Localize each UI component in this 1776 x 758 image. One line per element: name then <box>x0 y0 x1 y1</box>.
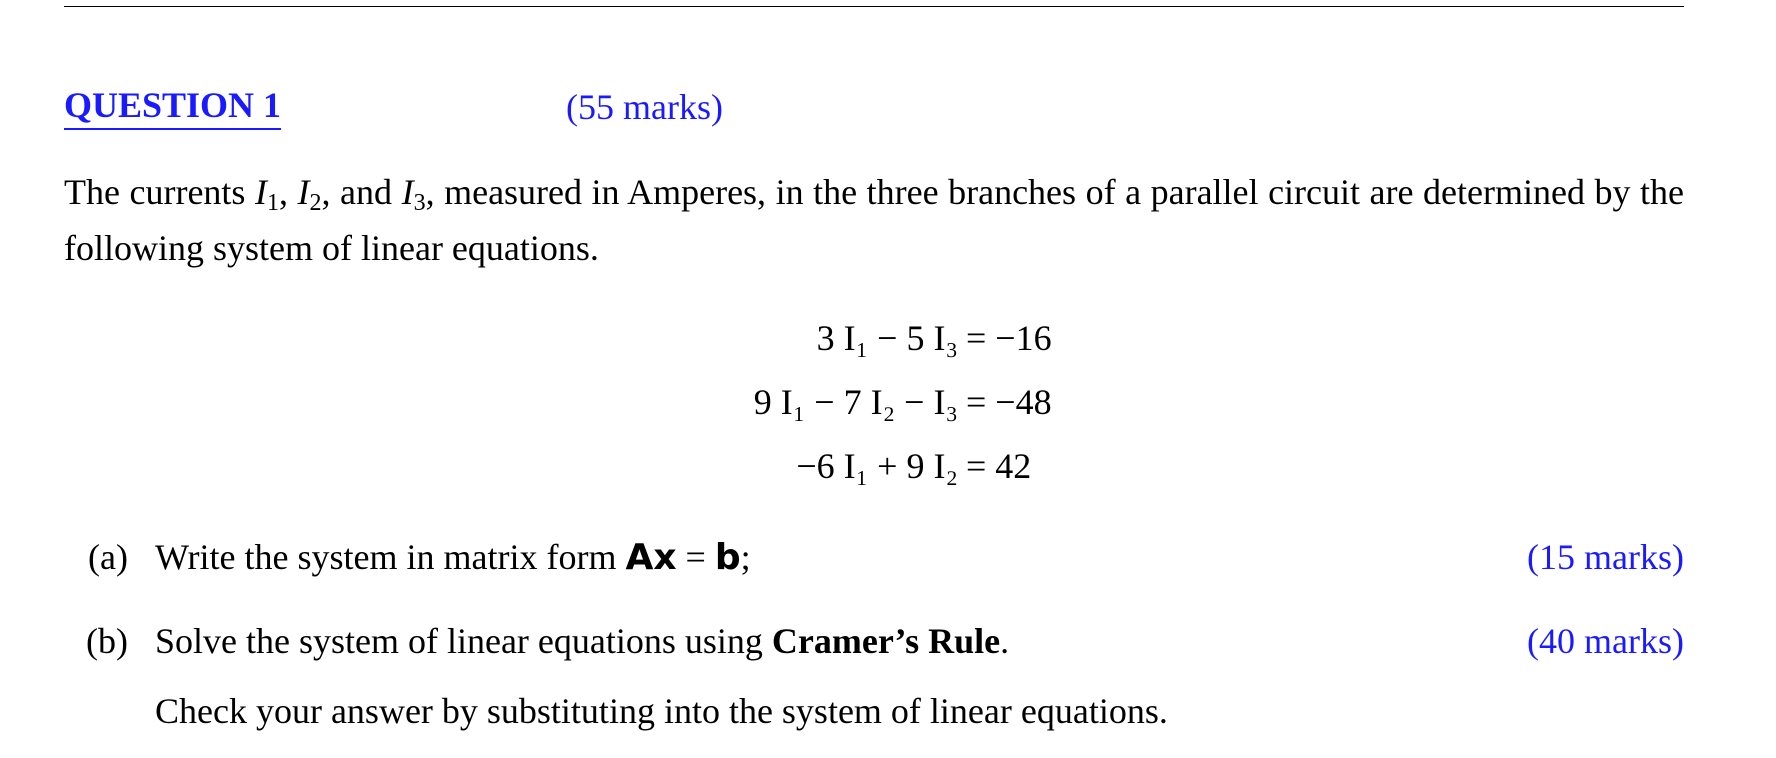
part-a-marks: (15 marks) <box>1527 537 1684 577</box>
part-b-marks: (40 marks) <box>1527 621 1684 661</box>
part-b-end: . <box>1000 621 1010 661</box>
equation-1-lhs: 3 I₁ − 5 I₃ <box>816 318 958 358</box>
sub-3: 3 <box>413 190 426 216</box>
sub-1: 1 <box>266 190 279 216</box>
equals: = <box>676 537 715 577</box>
equation-2-lhs: 9 I₁ − 7 I₂ − I₃ <box>753 382 958 422</box>
vector-b: b <box>714 537 741 578</box>
equation-3-rhs: = 42 <box>966 446 1032 486</box>
equation-3-lhs: −6 I₁ + 9 I₂ <box>796 446 958 486</box>
intro-paragraph <box>64 164 1684 276</box>
var-i1: I <box>254 172 267 212</box>
part-a-body: Write the system in matrix form <box>155 537 626 577</box>
intro-text-4: , measured in Amperes, in the three branches of a parallel circuit are determined by the following system of linear equations. <box>64 172 1684 268</box>
sub-2: 2 <box>309 190 322 216</box>
intro-text-3: , and <box>321 172 402 212</box>
part-b-text <box>155 622 1009 662</box>
intro-text-2: , <box>278 172 298 212</box>
intro-text-1: The currents <box>64 172 255 212</box>
part-a-end: ; <box>740 537 751 577</box>
question-title: QUESTION 1 <box>64 86 281 130</box>
cramers-rule: Cramer’s Rule <box>771 621 1001 661</box>
part-b-body: Solve the system of linear equations using <box>155 621 772 661</box>
equation-1-rhs: = −16 <box>966 318 1052 358</box>
matrix-a: Ax <box>625 537 677 578</box>
top-rule <box>64 6 1684 7</box>
part-b-followup: Check your answer by substituting into the system of linear equations. <box>155 691 1168 731</box>
part-b-label: (b) <box>86 621 128 661</box>
var-i2: I <box>297 172 310 212</box>
var-i3: I <box>401 172 414 212</box>
part-a-text <box>155 538 751 578</box>
equation-2-rhs: = −48 <box>966 382 1052 422</box>
part-a-label: (a) <box>88 537 128 577</box>
question-marks: (55 marks) <box>566 87 723 127</box>
